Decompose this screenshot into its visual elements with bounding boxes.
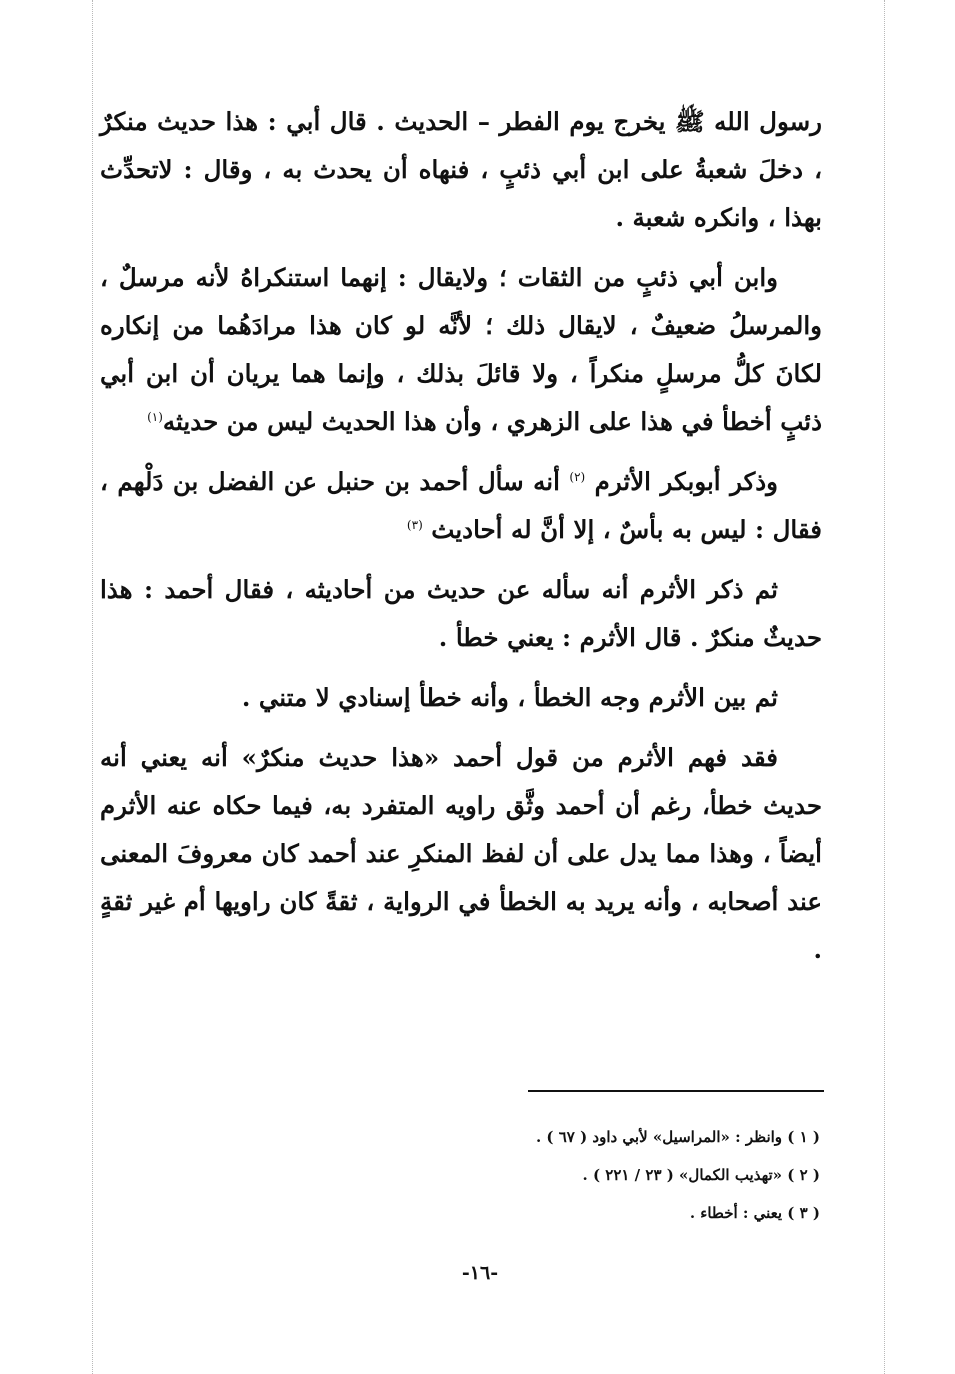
paragraph-1-text: رسول الله ﷺ يخرج يوم الفطر – الحديث . قال أبي : هذا حديث منكرٌ ، دخلَ شعبةُ على ابن أبي ذئبٍ ، فنهاه أن يحدث به ، وقال : لاتحدِّث بهذا ، وانكره شعبة . [100,107,822,232]
scan-edge-right [884,0,885,1374]
paragraph-1 [100,98,822,242]
scan-edge-left [92,0,93,1374]
footnotes [360,1118,820,1232]
footnote-1: ( ١ ) وانظر : «المراسيل» لأبي داود ( ٦٧ ) . [535,1128,820,1146]
paragraph-5 [100,674,822,722]
paragraph-3 [100,458,822,554]
paragraph-2 [100,254,822,446]
paragraph-5-text: ثم بين الأثرم وجه الخطأ ، وأنه خطأ إسنادي لا متني . [241,683,778,712]
paragraph-3-text-middle: أنه سأل أحمد بن حنبل عن الفضل بن دَلْهم ، فقال : ليس به بأسٌ ، إلا أنَّ له أحاديث [100,467,822,544]
paragraph-4-text: ثم ذكر الأثرم أنه سأله عن حديث من أحاديثه ، فقال أحمد : هذا حديثٌ منكرٌ . قال الأثرم : يعني خطأ . [100,575,822,652]
paragraph-4 [100,566,822,662]
footnote-ref-2: (٢) [569,469,586,484]
paragraph-6-text: فقد فهم الأثرم من قول أحمد «هذا حديث منكرٌ» أنه يعني أنه حديث خطأ، رغم أن أحمد وثَّق راويه المتفرد به، فيما حكاه عنه الأثرم أيضاً ، وهذا مما يدل على أن لفظ المنكرِ عند أحمد كان معروفَ المعنى عند أصحابه ، وأنه يريد به الخطأ في الرواية ، ثقةً كان راويها أم غير ثقةٍ . [100,743,822,964]
footnote-ref-1: (١) [147,409,163,424]
footnote-ref-3: (٣) [406,517,423,532]
page-number: -١٦- [461,1262,499,1284]
paragraph-3-text-start: وذكر أبوبكر الأثرم [585,467,778,496]
footnote-3: ( ٣ ) يعني : أخطاء . [689,1204,820,1222]
paragraph-2-text: وابن أبي ذئبٍ من الثقات ؛ ولايقال : إنهما استنكراهُ لأنه مرسلٌ ، والمرسلُ ضعيفٌ ، لايقال ذلك ؛ لأنَّه لو كان هذا مرادَهُما من إنكاره لكانَ كلُّ مرسلٍ منكراً ، ولا قائلَ بذلك ، وإنما هما يريان أن ابن أبي ذئبٍ أخطأ في هذا على الزهري ، وأن هذا الحديث ليس من حديثه [100,263,822,436]
footnote-2: ( ٢ ) «تهذيب الكمال» ( ٢٣ / ٢٢١ ) . [582,1166,820,1184]
main-text [100,98,822,986]
paragraph-6 [100,734,822,974]
footnote-divider [528,1090,824,1092]
